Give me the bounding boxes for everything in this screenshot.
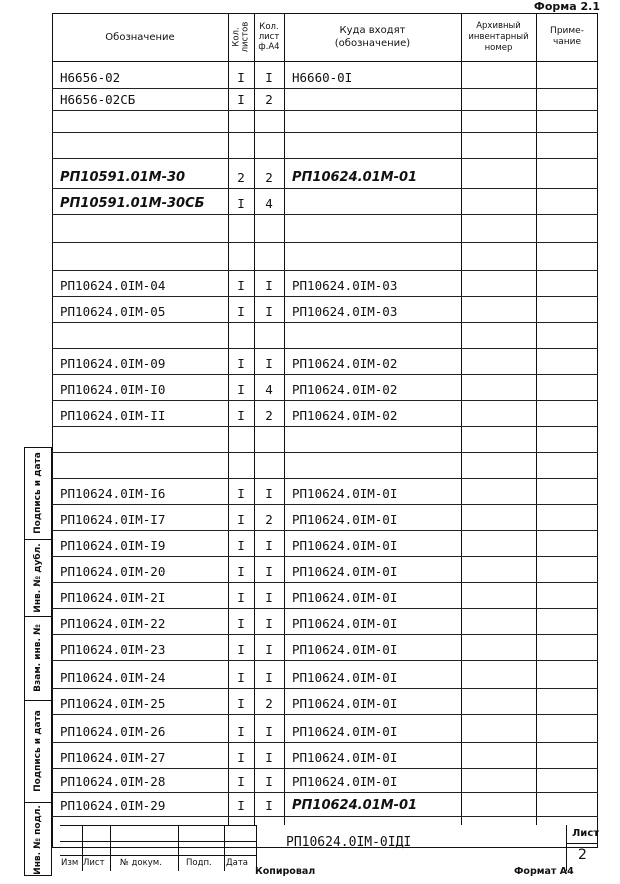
- tb-line-1: [60, 825, 256, 826]
- row-5-designation: РП10591.01М-30: [60, 170, 186, 185]
- tb-col-sign: Подп.: [186, 858, 212, 868]
- row-24-designation: РП10624.0IМ-24: [60, 670, 166, 685]
- row-22-used-in: РП10624.0IМ-0I: [292, 616, 398, 631]
- row-28-used-in: РП10624.0IМ-0I: [292, 774, 398, 789]
- header-designation: Обозначение: [105, 31, 175, 43]
- row-7-used-in: [292, 214, 461, 242]
- row-6-sheets: I: [237, 196, 245, 211]
- header-note: Приме- чание: [550, 26, 584, 47]
- tb-doc-code: РП10624.0IМ-0IДI: [286, 835, 412, 850]
- row-21-sheets: I: [237, 590, 245, 605]
- row-15-sheets: [228, 426, 254, 452]
- row-2-a4: 2: [265, 92, 273, 107]
- row-14-used-in: РП10624.0IМ-02: [292, 408, 398, 423]
- footer-copied: Копировал: [255, 866, 316, 877]
- tb-col-izm: Изм: [61, 858, 79, 868]
- row-26-sheets: I: [237, 724, 245, 739]
- row-9-used-in: РП10624.0IМ-03: [292, 278, 398, 293]
- row-18-a4: 2: [265, 512, 273, 527]
- row-11-a4: [254, 322, 284, 348]
- row-25-sheets: I: [237, 696, 245, 711]
- row-1-designation: Н6656-02: [60, 70, 121, 85]
- sidebar-divider-4: [25, 802, 51, 803]
- sidebar-vzam-inv: Взам. инв. №: [33, 624, 43, 692]
- row-20-sheets: I: [237, 564, 245, 579]
- row-24-used-in: РП10624.0IМ-0I: [292, 670, 398, 685]
- row-16-designation: [60, 452, 228, 478]
- row-22-designation: РП10624.0IМ-22: [60, 616, 166, 631]
- tb-line-2: [60, 841, 256, 842]
- row-1-sheets: I: [237, 70, 245, 85]
- row-26-a4: I: [265, 724, 273, 739]
- row-20-used-in: РП10624.0IМ-0I: [292, 564, 398, 579]
- row-1-a4: I: [265, 70, 273, 85]
- header-sheets-count: [228, 13, 254, 61]
- row-21-used-in: РП10624.0IМ-0I: [292, 590, 398, 605]
- row-13-sheets: I: [237, 382, 245, 397]
- header-sheet-a4: Кол. лист ф.А4: [258, 22, 280, 52]
- header-archive: Архивный инвентарный номер: [468, 20, 529, 53]
- row-22-sheets: I: [237, 616, 245, 631]
- row-22-a4: I: [265, 616, 273, 631]
- sidebar-divider-1: [25, 539, 51, 540]
- row-8-used-in: [292, 242, 461, 270]
- tb-vline-doc: [256, 825, 257, 871]
- row-8-sheets: [228, 242, 254, 270]
- col-divider-a4: [284, 13, 285, 825]
- tb-sheet-label: Лист: [572, 828, 600, 839]
- row-19-sheets: I: [237, 538, 245, 553]
- tb-col-doc-num: № докум.: [120, 858, 162, 868]
- row-17-a4: I: [265, 486, 273, 501]
- row-20-a4: I: [265, 564, 273, 579]
- row-12-used-in: РП10624.0IМ-02: [292, 356, 398, 371]
- row-2-designation: Н6656-02СБ: [60, 92, 136, 107]
- row-16-sheets: [228, 452, 254, 478]
- row-14-sheets: I: [237, 408, 245, 423]
- row-23-sheets: I: [237, 642, 245, 657]
- row-10-sheets: I: [237, 304, 245, 319]
- row-7-a4: [254, 214, 284, 242]
- row-14-designation: РП10624.0IМ-II: [60, 408, 166, 423]
- row-18-used-in: РП10624.0IМ-0I: [292, 512, 398, 527]
- row-7-sheets: [228, 214, 254, 242]
- row-25-used-in: РП10624.0IМ-0I: [292, 696, 398, 711]
- row-28-sheets: I: [237, 774, 245, 789]
- row-13-used-in: РП10624.0IМ-02: [292, 382, 398, 397]
- row-18-sheets: I: [237, 512, 245, 527]
- row-10-used-in: РП10624.0IМ-03: [292, 304, 398, 319]
- row-3-a4: [254, 110, 284, 132]
- row-9-designation: РП10624.0IМ-04: [60, 278, 166, 293]
- row-27-designation: РП10624.0IМ-27: [60, 750, 166, 765]
- row-9-sheets: I: [237, 278, 245, 293]
- row-29-used-in: РП10624.01М-01: [292, 798, 418, 813]
- row-12-designation: РП10624.0IМ-09: [60, 356, 166, 371]
- row-18-designation: РП10624.0IМ-I7: [60, 512, 166, 527]
- tb-vline-sheet: [566, 825, 567, 871]
- row-27-a4: I: [265, 750, 273, 765]
- row-29-a4: I: [265, 798, 273, 813]
- row-23-used-in: РП10624.0IМ-0I: [292, 642, 398, 657]
- row-27-used-in: РП10624.0IМ-0I: [292, 750, 398, 765]
- row-2-used-in: [292, 88, 461, 110]
- row-16-used-in: [292, 452, 461, 478]
- row-4-a4: [254, 132, 284, 158]
- row-4-designation: [60, 132, 228, 158]
- row-3-designation: [60, 110, 228, 132]
- row-14-a4: 2: [265, 408, 273, 423]
- row-17-sheets: I: [237, 486, 245, 501]
- tb-vline-2: [110, 825, 111, 871]
- row-1-used-in: Н6660-0I: [292, 70, 353, 85]
- row-3-sheets: [228, 110, 254, 132]
- row-8-designation: [60, 242, 228, 270]
- row-23-designation: РП10624.0IМ-23: [60, 642, 166, 657]
- form-label: Форма 2.1: [533, 0, 600, 13]
- sidebar-inv-podl: Инв. № подл.: [33, 805, 43, 875]
- row-26-designation: РП10624.0IМ-26: [60, 724, 166, 739]
- row-6-used-in: [292, 188, 461, 214]
- row-5-sheets: 2: [237, 170, 245, 185]
- row-15-used-in: [292, 426, 461, 452]
- row-17-designation: РП10624.0IМ-I6: [60, 486, 166, 501]
- row-25-designation: РП10624.0IМ-25: [60, 696, 166, 711]
- row-11-used-in: [292, 322, 461, 348]
- row-divider: [52, 816, 598, 817]
- row-28-a4: I: [265, 774, 273, 789]
- sidebar-signature-date-bottom: Подпись и дата: [33, 710, 43, 792]
- row-13-a4: 4: [265, 382, 273, 397]
- tb-vline-3: [178, 825, 179, 871]
- row-6-designation: РП10591.01М-30СБ: [60, 196, 205, 211]
- row-19-used-in: РП10624.0IМ-0I: [292, 538, 398, 553]
- row-24-a4: I: [265, 670, 273, 685]
- row-20-designation: РП10624.0IМ-20: [60, 564, 166, 579]
- tb-line-3: [60, 855, 256, 856]
- row-15-a4: [254, 426, 284, 452]
- row-16-a4: [254, 452, 284, 478]
- row-9-a4: I: [265, 278, 273, 293]
- row-11-designation: [60, 322, 228, 348]
- header-used-in: Куда входят (обозначение): [334, 25, 411, 49]
- row-4-sheets: [228, 132, 254, 158]
- row-19-designation: РП10624.0IМ-I9: [60, 538, 166, 553]
- row-25-a4: 2: [265, 696, 273, 711]
- row-26-used-in: РП10624.0IМ-0I: [292, 724, 398, 739]
- row-17-used-in: РП10624.0IМ-0I: [292, 486, 398, 501]
- row-29-sheets: I: [237, 798, 245, 813]
- row-13-designation: РП10624.0IМ-I0: [60, 382, 166, 397]
- row-29-designation: РП10624.0IМ-29: [60, 798, 166, 813]
- col-divider-used-in: [461, 13, 462, 825]
- row-10-a4: I: [265, 304, 273, 319]
- row-6-a4: 4: [265, 196, 273, 211]
- row-10-designation: РП10624.0IМ-05: [60, 304, 166, 319]
- row-12-sheets: I: [237, 356, 245, 371]
- row-7-designation: [60, 214, 228, 242]
- row-8-a4: [254, 242, 284, 270]
- header-sheets-count-text: Кол. листов: [231, 21, 251, 53]
- row-21-designation: РП10624.0IМ-2I: [60, 590, 166, 605]
- row-3-used-in: [292, 110, 461, 132]
- sidebar-signature-date-top: Подпись и дата: [33, 452, 43, 534]
- row-4-used-in: [292, 132, 461, 158]
- row-5-used-in: РП10624.01М-01: [292, 170, 418, 185]
- row-19-a4: I: [265, 538, 273, 553]
- tb-col-list: Лист: [83, 858, 105, 868]
- row-2-sheets: I: [237, 92, 245, 107]
- row-15-designation: [60, 426, 228, 452]
- row-23-a4: I: [265, 642, 273, 657]
- sidebar-inv-dubl: Инв. № дубл.: [33, 543, 43, 613]
- row-5-a4: 2: [265, 170, 273, 185]
- row-12-a4: I: [265, 356, 273, 371]
- row-28-designation: РП10624.0IМ-28: [60, 774, 166, 789]
- tb-col-date: Дата: [226, 858, 249, 868]
- tb-line-sheet: [566, 843, 598, 844]
- row-11-sheets: [228, 322, 254, 348]
- tb-vline-4: [224, 825, 225, 871]
- sidebar-divider-3: [25, 700, 51, 701]
- row-21-a4: I: [265, 590, 273, 605]
- col-divider-archive: [536, 13, 537, 825]
- tb-sheet-number: 2: [578, 847, 587, 863]
- footer-format: Формат А4: [514, 866, 574, 877]
- sidebar-divider-2: [25, 616, 51, 617]
- title-block: [60, 825, 598, 871]
- row-24-sheets: I: [237, 670, 245, 685]
- row-27-sheets: I: [237, 750, 245, 765]
- left-sidebar: [24, 447, 52, 876]
